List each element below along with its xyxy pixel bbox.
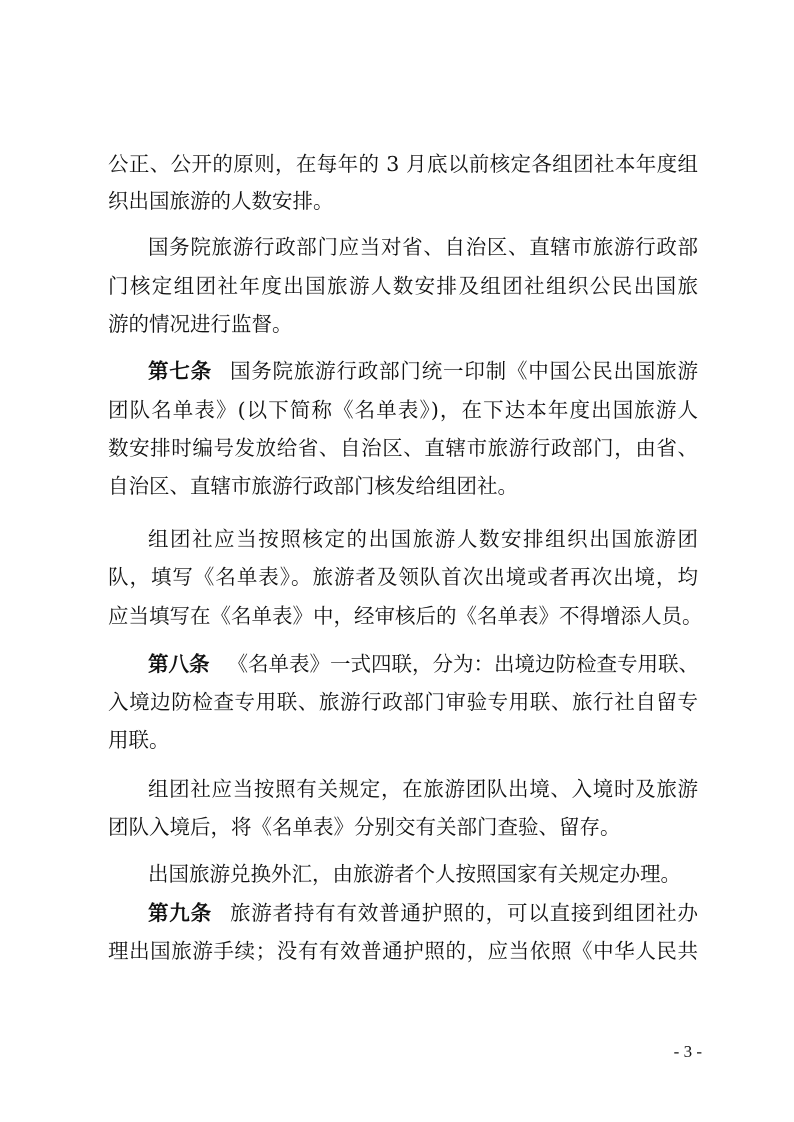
page-number: - 3 - [673,1042,702,1061]
article-nine-heading: 第九条 [148,901,212,925]
article-seven-text: 国务院旅游行政部门统一印制《中国公民出国旅游 [229,359,698,383]
article-seven-line [148,354,698,388]
paragraph-line: 国务院旅游行政部门应当对省、自治区、直辖市旅游行政部 [148,235,698,259]
paragraph-line: 团队入境后，将《名单表》分别交有关部门查验、留存。 [108,815,621,839]
paragraph-line: 公正、公开的原则，在每年的 3 月底以前核定各组团社本年度组 [108,152,698,176]
paragraph-line: 用联。 [108,728,170,752]
paragraph-line: 队，填写《名单表》。旅游者及领队首次出境或者再次出境，均 [108,565,698,589]
paragraph-line: 自治区、直辖市旅游行政部门核发给组团社。 [108,474,518,498]
paragraph-line: 团队名单表》(以下简称《名单表》)，在下达本年度出国旅游人 [108,398,698,422]
paragraph-line: 织出国旅游的人数安排。 [108,189,334,213]
article-seven-heading: 第七条 [148,359,212,383]
paragraph-line: 组团社应当按照核定的出国旅游人数安排组织出国旅游团 [148,527,698,551]
article-eight-heading: 第八条 [148,652,210,676]
paragraph-line: 理出国旅游手续；没有有效普通护照的，应当依照《中华人民共 [108,939,698,963]
paragraph-line: 出国旅游兑换外汇，由旅游者个人按照国家有关规定办理。 [148,862,681,886]
paragraph-line: 应当填写在《名单表》中，经审核后的《名单表》不得增添人员。 [108,604,703,628]
paragraph-line: 组团社应当按照有关规定，在旅游团队出境、入境时及旅游 [148,777,698,801]
paragraph-line: 入境边防检查专用联、旅游行政部门审验专用联、旅行社自留专 [108,690,698,714]
paragraph-line: 数安排时编号发放给省、自治区、直辖市旅游行政部门，由省、 [108,436,698,460]
article-eight-line [148,647,698,681]
article-nine-text: 旅游者持有有效普通护照的，可以直接到组团社办 [229,901,698,925]
paragraph-line: 门核定组团社年度出国旅游人数安排及组团社组织公民出国旅 [108,274,698,298]
article-nine-line [148,896,698,930]
article-eight-text: 《名单表》一式四联，分为：出境边防检查专用联、 [227,652,699,676]
paragraph-line: 游的情况进行监督。 [108,312,293,336]
